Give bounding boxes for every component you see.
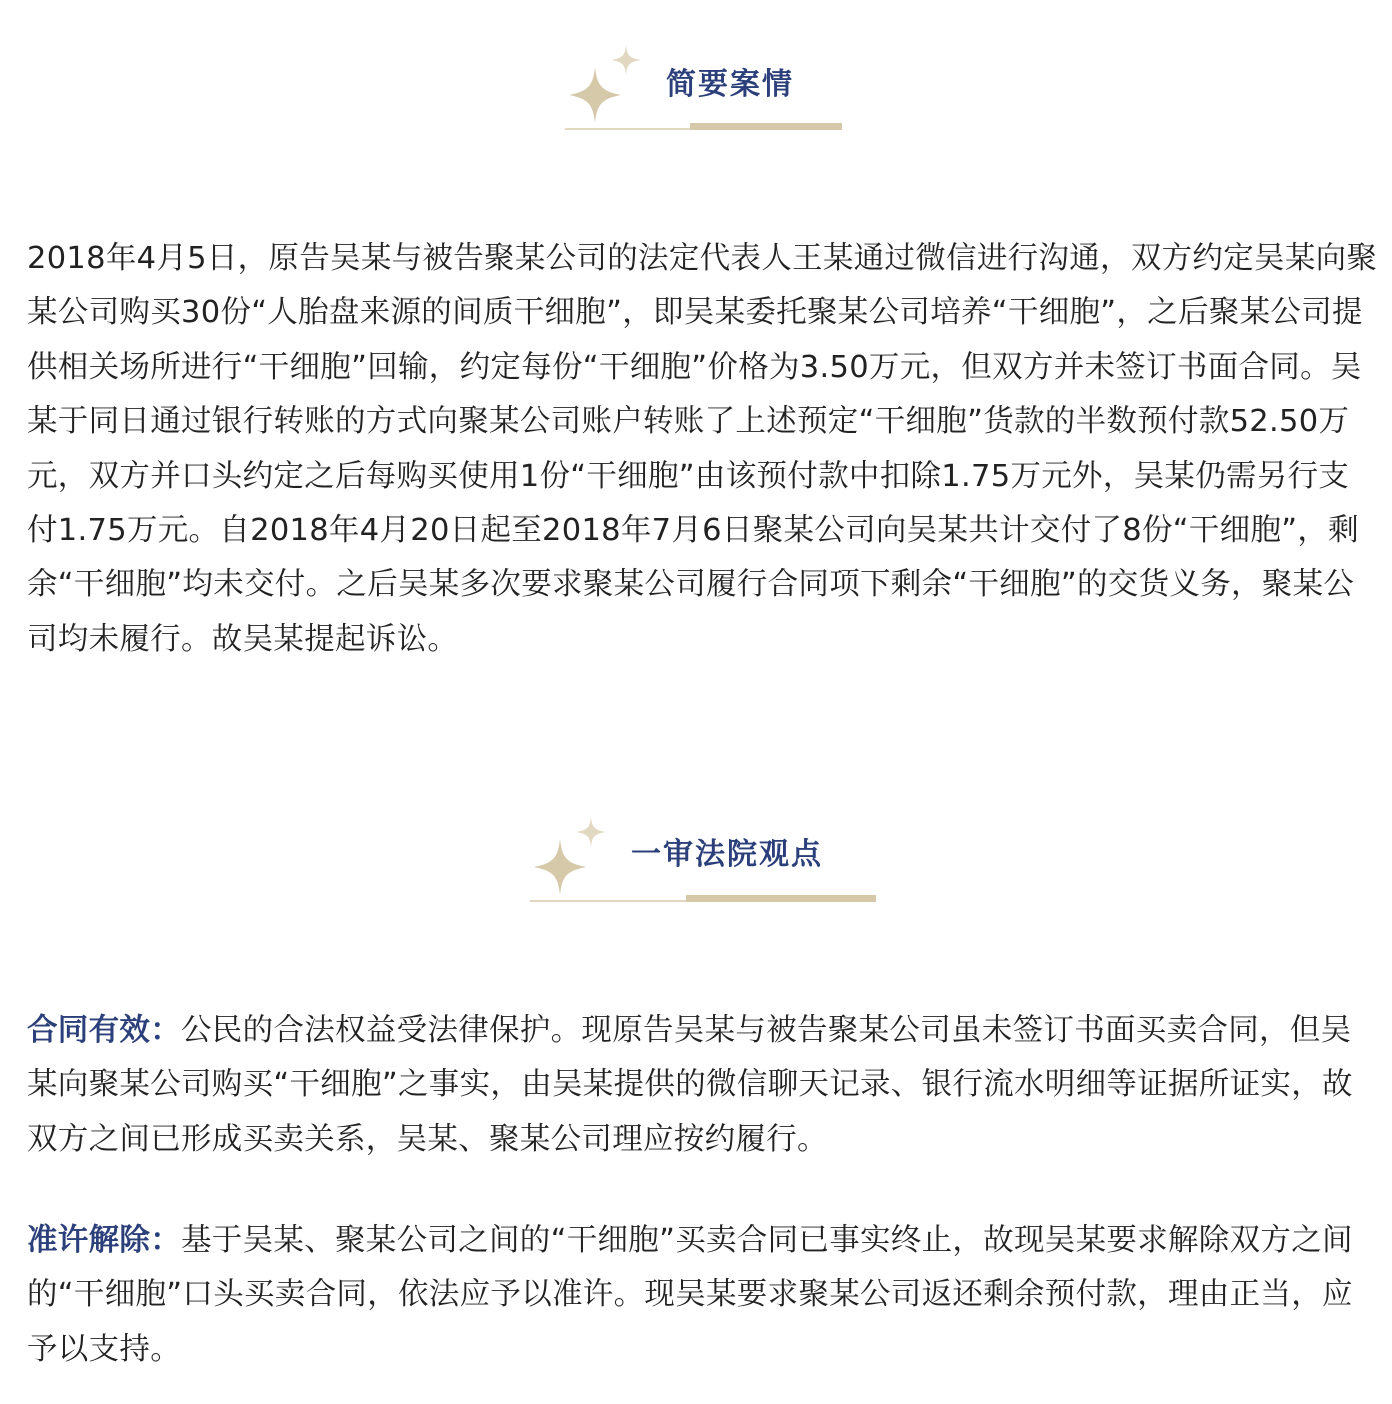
section-header-first-instance	[0, 812, 1392, 912]
section-header-case-summary	[0, 40, 1392, 140]
paragraph-lead: 准许解除：	[27, 1223, 181, 1258]
contract-valid-paragraph	[27, 1004, 1379, 1167]
case-facts-paragraph	[27, 232, 1379, 667]
paragraph-text: 2018年4月5日，原告吴某与被告聚某公司的法定代表人王某通过微信进行沟通，双方约定吴某向聚某公司购买30份“人胎盘来源的间质干细胞”，即吴某委托聚某公司培养“干细胞”，之后聚某公司提供相关场所进行“干细胞”回输，约定每份“干细胞”价格为3.50万元，但双方并未签订书面合同。吴某于同日通过银行转账的方式向聚某公司账户转账了上述预定“干细胞”货款的半数预付款52.50万元，双方并口头约定之后每购买使用1份“干细胞”由该预付款中扣除1.75万元外，吴某仍需另行支付1.75万元。自2018年4月20日起至2018年7月6日聚某公司向吴某共计交付了8份“干细胞”，剩余“干细胞”均未交付。之后吴某多次要求聚某公司履行合同项下剩余“干细胞”的交货义务，聚某公司均未履行。故吴某提起诉讼。	[27, 241, 1378, 657]
paragraph-text: 基于吴某、聚某公司之间的“干细胞”买卖合同已事实终止，故现吴某要求解除双方之间的“干细胞”口头买卖合同，依法应予以准许。现吴某要求聚某公司返还剩余预付款，理由正当，应予以支持。	[27, 1223, 1353, 1367]
title-underline-accent	[686, 895, 876, 902]
section-title-case-summary: 简要案情	[666, 67, 794, 102]
paragraph-lead: 合同有效：	[27, 1013, 181, 1048]
paragraph-text: 公民的合法权益受法律保护。现原告吴某与被告聚某公司虽未签订书面买卖合同，但吴某向聚某公司购买“干细胞”之事实，由吴某提供的微信聊天记录、银行流水明细等证据所证实，故双方之间已形成买卖关系，吴某、聚某公司理应按约履行。	[27, 1013, 1353, 1157]
title-underline-accent	[690, 123, 842, 130]
sparkle-icon	[565, 45, 645, 125]
sparkle-icon	[530, 817, 610, 897]
rescission-allowed-paragraph	[27, 1214, 1379, 1377]
section-title-first-instance: 一审法院观点	[631, 837, 823, 872]
